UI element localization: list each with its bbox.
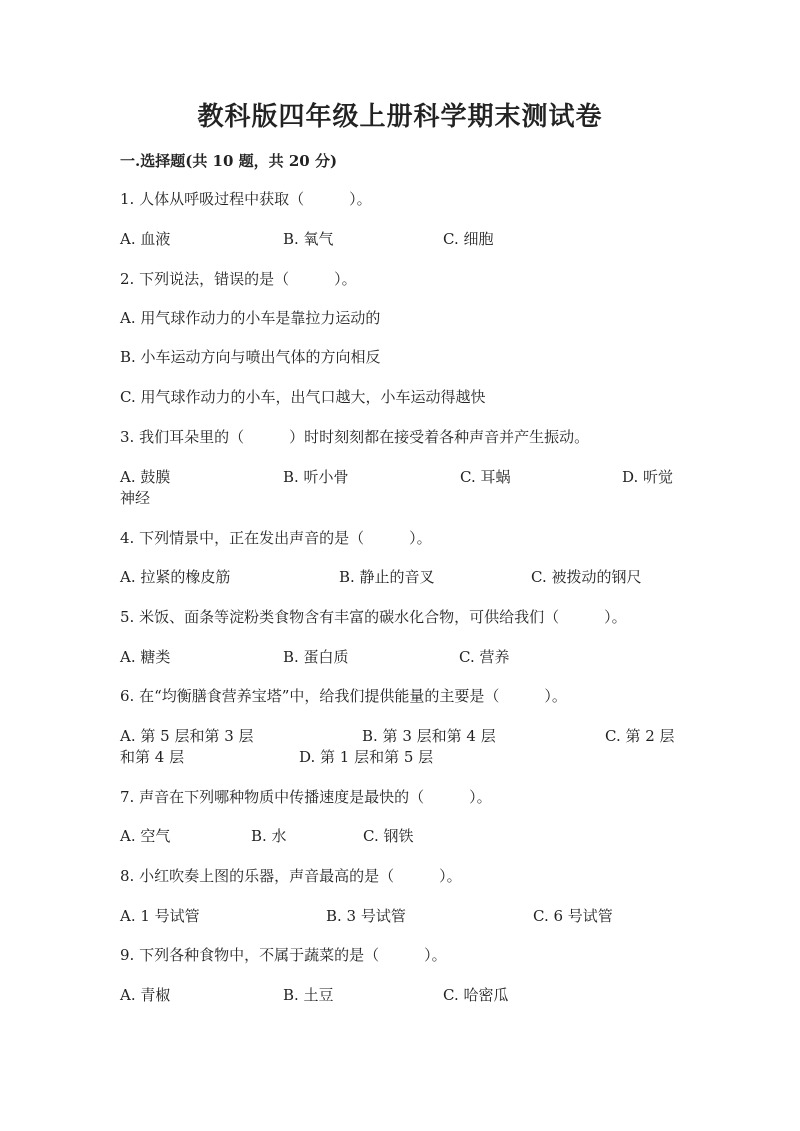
q3-option-d: D. 听觉: [622, 468, 674, 486]
question-3: 3. 我们耳朵里的（ ）时时刻刻都在接受着各种声音并产生振动。: [120, 428, 590, 446]
question-6: 6. 在“均衡膳食营养宝塔”中，给我们提供能量的主要是（ ）。: [120, 687, 567, 705]
question-8: 8. 小红吹奏上图的乐器，声音最高的是（ ）。: [120, 867, 462, 885]
q6-option-b: B. 第 3 层和第 4 层: [362, 727, 496, 745]
q2-option-c: C. 用气球作动力的小车，出气口越大，小车运动得越快: [120, 388, 486, 406]
q5-option-a: A. 糖类: [120, 648, 171, 666]
q4-option-a: A. 拉紧的橡皮筋: [120, 568, 231, 586]
q6-option-a: A. 第 5 层和第 3 层: [120, 727, 254, 745]
q8-option-a: A. 1 号试管: [120, 907, 200, 925]
q9-option-b: B. 土豆: [283, 986, 334, 1004]
q7-option-a: A. 空气: [120, 827, 171, 845]
q3-option-b: B. 听小骨: [283, 468, 349, 486]
q3-option-a: A. 鼓膜: [120, 468, 171, 486]
q1-option-c: C. 细胞: [443, 230, 494, 248]
q3-option-d-continued: 神经: [120, 489, 151, 507]
question-2: 2. 下列说法，错误的是（ ）。: [120, 270, 357, 288]
q4-option-b: B. 静止的音叉: [339, 568, 435, 586]
question-4: 4. 下列情景中，正在发出声音的是（ ）。: [120, 529, 432, 547]
q3-option-c: C. 耳蜗: [460, 468, 511, 486]
q9-option-a: A. 青椒: [120, 986, 171, 1004]
q1-option-b: B. 氧气: [283, 230, 334, 248]
question-1: 1. 人体从呼吸过程中获取（ ）。: [120, 190, 372, 208]
page-title: 教科版四年级上册科学期末测试卷: [197, 102, 603, 132]
q6-option-c: C. 第 2 层: [605, 727, 675, 745]
section-heading: 一.选择题(共 10 题，共 20 分): [120, 152, 338, 170]
q1-option-a: A. 血液: [120, 230, 171, 248]
q4-option-c: C. 被拨动的钢尺: [531, 568, 642, 586]
q2-option-a: A. 用气球作动力的小车是靠拉力运动的: [120, 309, 381, 327]
q9-option-c: C. 哈密瓜: [443, 986, 509, 1004]
question-5: 5. 米饭、面条等淀粉类食物含有丰富的碳水化合物，可供给我们（ ）。: [120, 608, 627, 626]
q7-option-c: C. 钢铁: [363, 827, 414, 845]
q5-option-b: B. 蛋白质: [283, 648, 349, 666]
q6-option-c-continued: 和第 4 层: [120, 748, 185, 766]
q7-option-b: B. 水: [251, 827, 287, 845]
q2-option-b: B. 小车运动方向与喷出气体的方向相反: [120, 348, 381, 366]
question-9: 9. 下列各种食物中，不属于蔬菜的是（ ）。: [120, 946, 447, 964]
q5-option-c: C. 营养: [459, 648, 510, 666]
q8-option-b: B. 3 号试管: [326, 907, 406, 925]
question-7: 7. 声音在下列哪种物质中传播速度是最快的（ ）。: [120, 788, 492, 806]
q6-option-d: D. 第 1 层和第 5 层: [299, 748, 434, 766]
q8-option-c: C. 6 号试管: [533, 907, 613, 925]
